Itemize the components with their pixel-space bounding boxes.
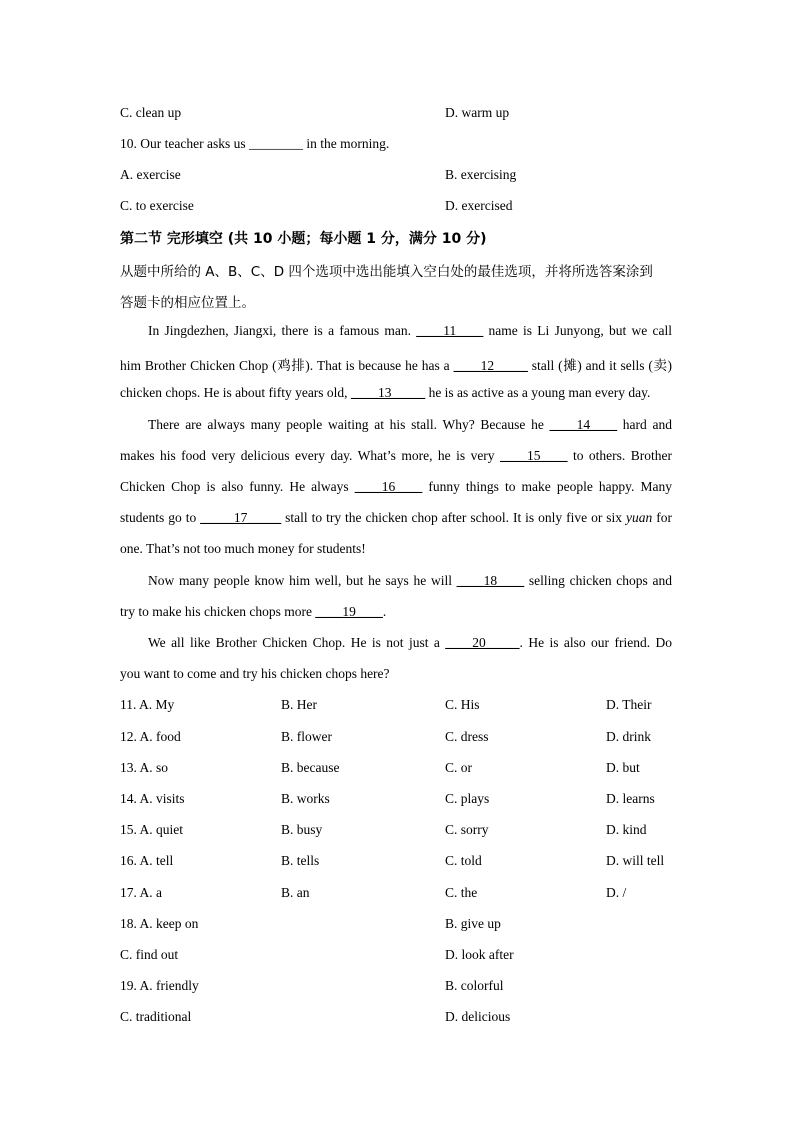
option[interactable]: 16. A. tell [120, 853, 174, 868]
section-instruction-line2: 答题卡的相应位置上。 [120, 295, 255, 311]
passage-line: In Jingdezhen, Jiangxi, there is a famous man. ____11____ name is Li Junyong, but we call [148, 323, 673, 338]
q18-option-b[interactable]: B. give up [445, 916, 501, 931]
option[interactable]: C. told [445, 853, 482, 868]
option[interactable]: B. busy [281, 822, 323, 837]
option[interactable]: C. His [445, 697, 480, 712]
option[interactable]: D. kind [606, 822, 647, 837]
q18-option-d[interactable]: D. look after [445, 947, 514, 962]
option[interactable]: 14. A. visits [120, 791, 185, 806]
option[interactable]: B. Her [281, 697, 317, 712]
passage-line: Now many people know him well, but he says he will ____18____ selling chicken chops and [148, 573, 672, 588]
q9-option-d: D. warm up [445, 105, 510, 120]
passage-line: students go to _____17_____ stall to try the chicken chop after school. It is only five or six yuan for [120, 510, 672, 525]
option[interactable]: B. tells [281, 853, 320, 868]
blank-16: ____16____ [354, 479, 423, 494]
q9-option-c: C. clean up [120, 105, 182, 120]
q18-option-c[interactable]: C. find out [120, 947, 179, 962]
blank-13: ____13_____ [350, 385, 426, 400]
option[interactable]: 12. A. food [120, 729, 181, 744]
passage-line: We all like Brother Chicken Chop. He is not just a ____20_____. He is also our friend. Do [148, 635, 672, 650]
option[interactable]: D. Their [606, 697, 652, 712]
passage-line: Chicken Chop is also funny. He always ____16____ funny things to make people happy. Many [120, 479, 672, 494]
passage-line: There are always many people waiting at his stall. Why? Because he ____14____ hard and [148, 417, 672, 432]
blank-20: ____20_____ [445, 635, 520, 650]
option[interactable]: C. the [445, 885, 478, 900]
option[interactable]: 15. A. quiet [120, 822, 183, 837]
option[interactable]: B. works [281, 791, 330, 806]
q10-option-b: B. exercising [445, 167, 517, 182]
option[interactable]: B. because [281, 760, 340, 775]
option[interactable]: 17. A. a [120, 885, 162, 900]
passage-line: chicken chops. He is about fifty years old, ____13_____ he is as active as a young man every day. [120, 385, 651, 400]
blank-19: ____19____ [315, 604, 383, 619]
passage-line: him Brother Chicken Chop (鸡排). That is because he has a ____12_____ stall (摊) and it sells (卖) [120, 358, 672, 373]
passage-line: you want to come and try his chicken chops here? [120, 666, 390, 681]
option[interactable]: C. dress [445, 729, 489, 744]
q19-option-a[interactable]: 19. A. friendly [120, 978, 199, 993]
option[interactable]: 13. A. so [120, 760, 169, 775]
passage-line: try to make his chicken chops more ____19____. [120, 604, 387, 619]
blank-18: ____18____ [456, 573, 525, 588]
q10-option-a: A. exercise [120, 167, 181, 182]
section-instruction-line1: 从题中所给的 A、B、C、D 四个选项中选出能填入空白处的最佳选项，并将所选答案涂到 [120, 264, 653, 280]
q19-option-d[interactable]: D. delicious [445, 1009, 511, 1024]
option[interactable]: B. flower [281, 729, 332, 744]
option[interactable]: D. drink [606, 729, 651, 744]
blank-17: _____17_____ [200, 510, 282, 525]
option[interactable]: D. learns [606, 791, 655, 806]
option[interactable]: D. / [606, 885, 627, 900]
passage-line: one. That’s not too much money for students! [120, 541, 366, 556]
option[interactable]: C. sorry [445, 822, 489, 837]
option[interactable]: 11. A. My [120, 697, 175, 712]
blank-11: ____11____ [416, 323, 484, 338]
blank-15: ____15____ [500, 448, 568, 463]
option[interactable]: D. but [606, 760, 640, 775]
q18-option-a[interactable]: 18. A. keep on [120, 916, 199, 931]
q10-option-c: C. to exercise [120, 198, 194, 213]
q10-stem: 10. Our teacher asks us ________ in the morning. [120, 136, 390, 151]
blank-12: ____12_____ [453, 358, 528, 373]
option[interactable]: D. will tell [606, 853, 665, 868]
passage-line: makes his food very delicious every day. What’s more, he is very ____15____ to others. Brother [120, 448, 672, 463]
section-title: 第二节 完形填空 (共 10 小题；每小题 1 分，满分 10 分) [120, 231, 487, 247]
q19-option-b[interactable]: B. colorful [445, 978, 504, 993]
blank-14: ____14____ [549, 417, 618, 432]
option[interactable]: B. an [281, 885, 310, 900]
q19-option-c[interactable]: C. traditional [120, 1009, 192, 1024]
option[interactable]: C. plays [445, 791, 490, 806]
q10-option-d: D. exercised [445, 198, 513, 213]
option[interactable]: C. or [445, 760, 472, 775]
